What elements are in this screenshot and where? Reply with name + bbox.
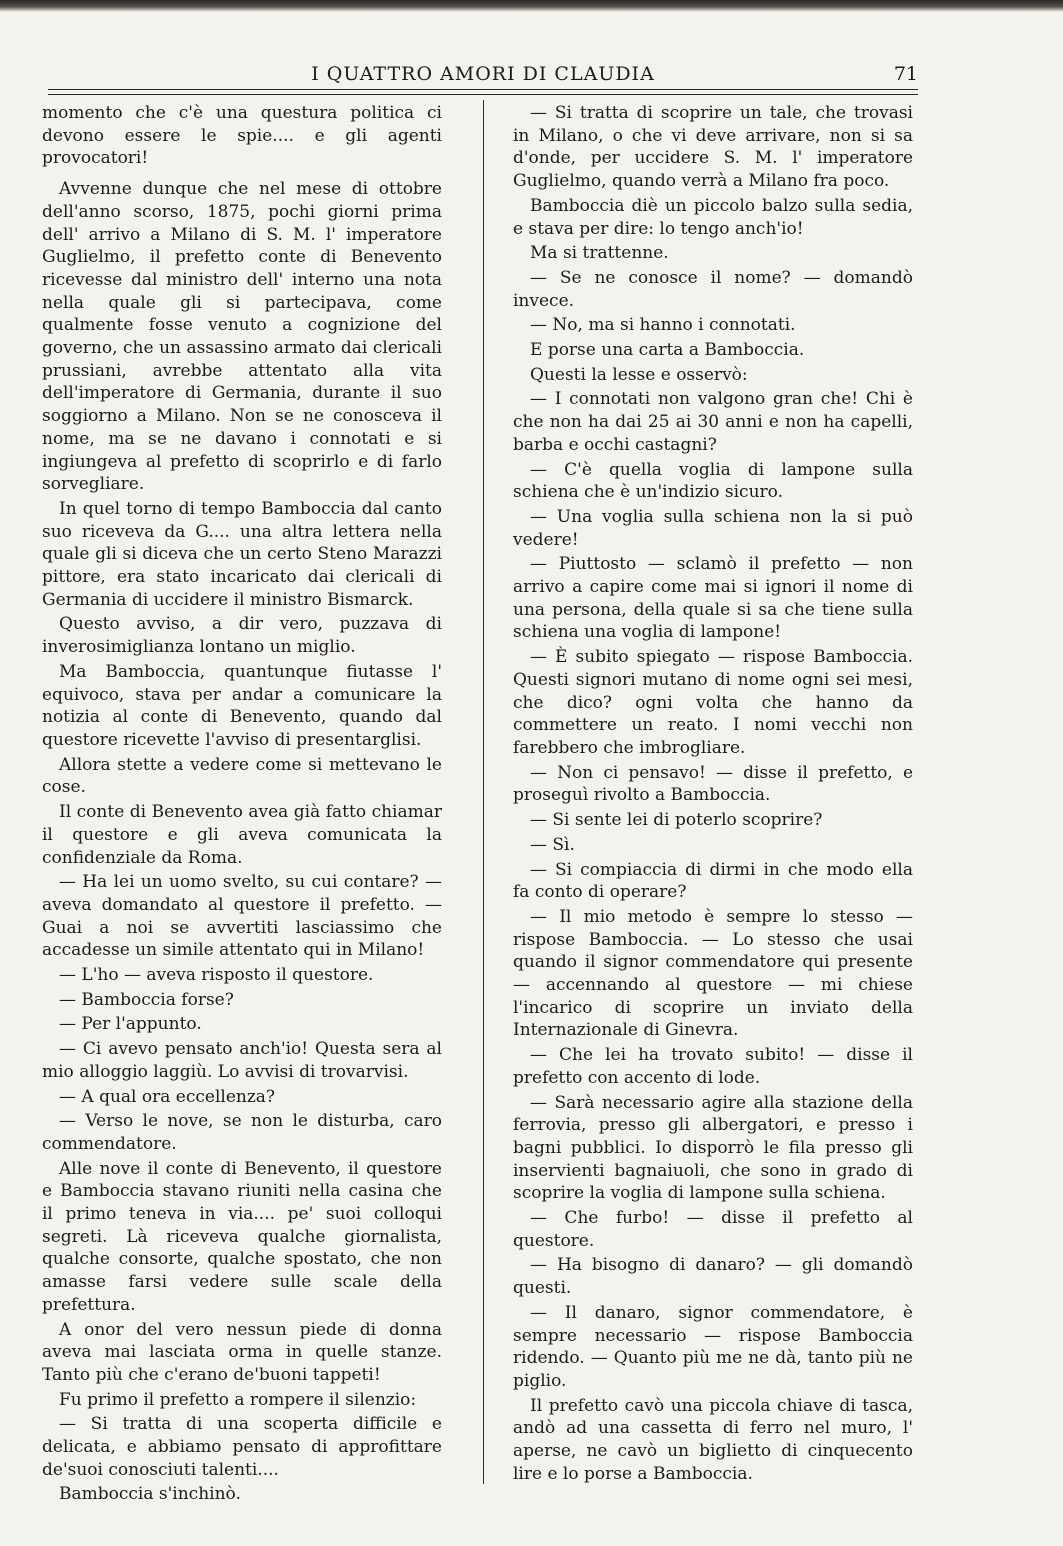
- paragraph: Il prefetto cavò una piccola chiave di tasca, andò ad una cassetta di ferro nel muro, l' aperse, ne cavò un biglietto di cinquecento lire e lo porse a Bamboccia.: [513, 1395, 913, 1484]
- paragraph: — Che furbo! — disse il prefetto al questore.: [513, 1208, 913, 1251]
- paragraph: — Sarà necessario agire alla stazione della ferrovia, presso gli albergatori, e presso i bagni pubblici. Io disporrò le fila presso gli inservienti bagnaiuoli, che sono in grado di scoprire la voglia di lampone sulla schiena.: [513, 1092, 913, 1204]
- paragraph: — Si tratta di una scoperta difficile e delicata, e abbiamo pensato di approfittare de'suoi conosciuti talenti....: [42, 1414, 442, 1480]
- paragraph: — Si compiaccia di dirmi in che modo ella fa conto di operare?: [513, 859, 913, 903]
- paragraph: — I connotati non valgono gran che! Chi è che non ha dai 25 ai 30 anni e non ha capelli, barba e occhi castagni?: [513, 389, 913, 455]
- paragraph: — L'ho — aveva risposto il questore.: [59, 965, 374, 986]
- paragraph: — Se ne conosce il nome? — domandò invece.: [513, 267, 913, 311]
- paragraph: — Verso le nove, se non le disturba, caro commendatore.: [42, 1111, 442, 1154]
- paragraph: — Si sente lei di poterlo scoprire?: [530, 810, 823, 831]
- paragraph: Questi la lesse e osservò:: [530, 364, 748, 385]
- paragraph: momento che c'è una questura politica ci devono essere le spie.... e gli agenti provocatori!: [42, 103, 442, 169]
- paragraph: Alle nove il conte di Benevento, il questore e Bamboccia stavano riuniti nella casina che il primo teneva in via.... pe' suoi colloqui segreti. Là riceveva qualche giornalista, qualche consorte, qualche spostato, che non amasse farsi vedere sulle scale della prefettura.: [42, 1158, 442, 1315]
- paragraph: — A qual ora eccellenza?: [59, 1086, 276, 1107]
- paragraph: In quel torno di tempo Bamboccia dal canto suo riceveva da G.... una altra lettera nella quale gli si diceva che un certo Steno Marazzi pittore, era stato incaricato dai clericali di Germania di uccidere il ministro Bismarck.: [42, 498, 442, 610]
- right-column: [513, 102, 913, 1485]
- paragraph: Avvenne dunque che nel mese di ottobre dell'anno scorso, 1875, pochi giorni prima dell' arrivo a Milano di S. M. l' imperatore Guglielmo, il prefetto conte di Benevento ricevesse dal ministro dell' interno una nota nella quale gli si partecipava, come qualmente fosse venuto a cognizione del governo, che un assassino armato dai clericali prussiani, avrebbe attentato alla vita dell'imperatore di Germania, durante il suo soggiorno a Milano. Non se ne conosceva il nome, ma se ne davano i connotati e si ingiungeva al prefetto di scoprirlo e di farlo sorvegliare.: [42, 179, 442, 495]
- paragraph: Bamboccia s'inchinò.: [59, 1484, 241, 1505]
- paragraph: — Per l'appunto.: [59, 1014, 202, 1035]
- paragraph: — C'è quella voglia di lampone sulla schiena che è un'indizio sicuro.: [513, 459, 913, 503]
- paragraph: E porse una carta a Bamboccia.: [530, 340, 805, 361]
- paragraph: — Ha bisogno di danaro? — gli domandò questi.: [513, 1255, 913, 1299]
- header-rule-bottom: [48, 94, 918, 95]
- paragraph: — È subito spiegato — rispose Bamboccia. Questi signori mutano di nome ogni sei mesi, che dico? ogni volta che hanno da commettere un reato. I nomi vecchi non farebbero che imbrogliare.: [513, 647, 913, 758]
- paragraph: Questo avviso, a dir vero, puzzava di inverosimiglianza lontano un miglio.: [42, 614, 442, 658]
- paragraph: — Una voglia sulla schiena non la si può vedere!: [513, 506, 913, 550]
- paragraph: Ma Bamboccia, quantunque fiutasse l' equivoco, stava per andar a comunicare la notizia al conte di Benevento, quando dal questore ricevette l'avviso di presentarglisi.: [42, 661, 442, 750]
- header-rule-top: [48, 89, 918, 90]
- paragraph: — Il mio metodo è sempre lo stesso — rispose Bamboccia. — Lo stesso che usai quando il signor commendatore qui presente — accennando al questore — mi chiese l'incarico di scoprire un inviato della Internazionale di Ginevra.: [513, 906, 913, 1041]
- page-number: 71: [893, 63, 918, 85]
- paragraph: — Che lei ha trovato subito! — disse il prefetto con accento di lode.: [513, 1045, 913, 1088]
- paragraph: — Il danaro, signor commendatore, è sempre necessario — rispose Bamboccia ridendo. — Quanto più me ne dà, tanto più ne piglio.: [513, 1302, 913, 1391]
- paragraph: Fu primo il prefetto a rompere il silenzio:: [59, 1389, 417, 1410]
- paragraph: Allora stette a vedere come si mettevano le cose.: [42, 754, 442, 798]
- paragraph: Ma si trattenne.: [530, 243, 669, 264]
- paragraph: — Sì.: [530, 834, 575, 855]
- column-divider: [483, 100, 484, 1484]
- running-header: [48, 60, 918, 88]
- paragraph: — Si tratta di scoprire un tale, che trovasi in Milano, o che vi deve arrivare, non si sa d'onde, per uccidere S. M. l' imperatore Guglielmo, quando verrà a Milano fra poco.: [513, 103, 913, 192]
- left-column: [42, 102, 442, 1506]
- paragraph: — Bamboccia forse?: [59, 989, 234, 1010]
- paragraph: — Ci avevo pensato anch'io! Questa sera al mio alloggio laggiù. Lo avvisi di trovarvisi.: [42, 1039, 442, 1082]
- running-title: I QUATTRO AMORI DI CLAUDIA: [311, 63, 655, 85]
- paragraph: — No, ma si hanno i connotati.: [530, 315, 796, 336]
- paragraph: — Non ci pensavo! — disse il prefetto, e proseguì rivolto a Bamboccia.: [513, 762, 913, 806]
- paragraph: — Ha lei un uomo svelto, su cui contare? — aveva domandato al questore il prefetto. — Guai a noi se avvertiti lasciassimo che accadesse un simile attentato qui in Milano!: [42, 872, 442, 961]
- paragraph: A onor del vero nessun piede di donna aveva mai lasciata orma in quelle stanze. Tanto più che c'erano de'buoni tappeti!: [42, 1319, 442, 1385]
- paragraph: — Piuttosto — sclamò il prefetto — non arrivo a capire come mai si ignori il nome di una persona, della quale si sa che tiene sulla schiena una voglia di lampone!: [513, 554, 913, 643]
- scan-edge: [0, 0, 1063, 12]
- paragraph: Il conte di Benevento avea già fatto chiamar il questore e gli aveva comunicata la confidenziale da Roma.: [42, 802, 442, 868]
- paragraph: Bamboccia diè un piccolo balzo sulla sedia, e stava per dire: lo tengo anch'io!: [513, 195, 913, 239]
